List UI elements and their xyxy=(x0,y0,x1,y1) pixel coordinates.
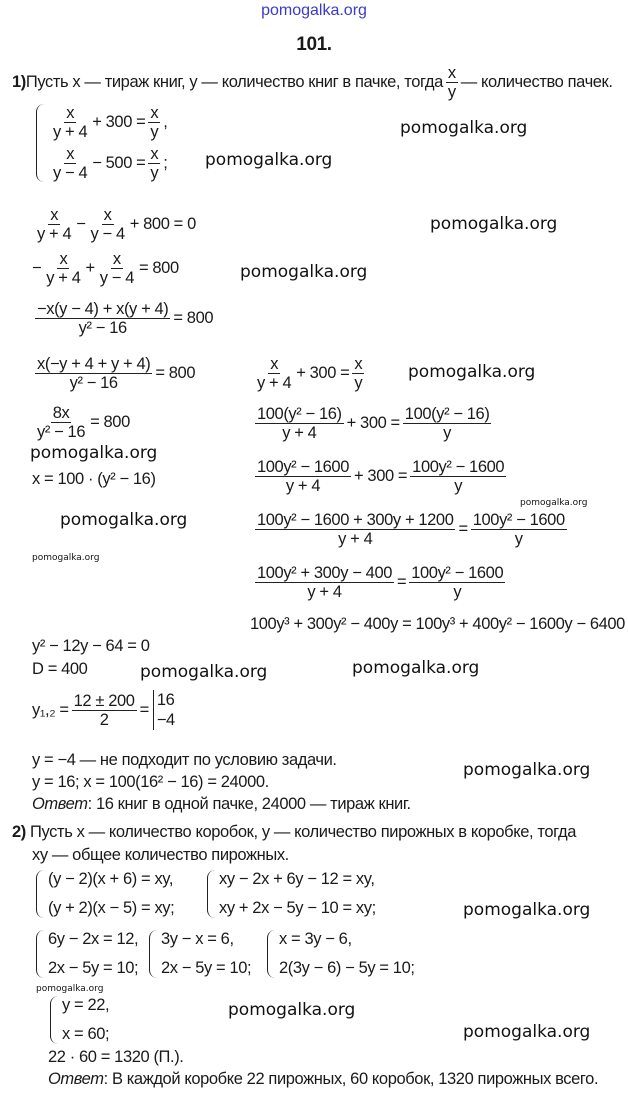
denominator: y xyxy=(443,424,452,442)
watermark: pomogalka.org xyxy=(352,658,480,678)
watermark: pomogalka.org xyxy=(408,362,536,382)
watermark: pomogalka.org xyxy=(32,553,100,563)
numerator: x xyxy=(50,206,59,224)
system-equation xyxy=(219,870,376,889)
equation xyxy=(252,511,570,548)
watermark: pomogalka.org xyxy=(205,150,333,170)
math-text: = 800 xyxy=(155,364,196,382)
denominator: y − 4 xyxy=(90,225,125,243)
denominator: y xyxy=(447,83,456,101)
math-text: x = 100 · (y² − 16) xyxy=(32,470,156,488)
math-text: (y − 2)(x + 6) = xy, xyxy=(48,870,174,888)
fraction xyxy=(403,405,492,442)
math-text: (y + 2)(x − 5) = xy; xyxy=(48,899,175,917)
denominator: 2 xyxy=(99,710,109,729)
equation xyxy=(32,300,213,337)
system-equation xyxy=(48,104,167,141)
denominator: y + 4 xyxy=(37,225,72,243)
numerator: 100y² − 1600 xyxy=(257,458,349,476)
denominator: y + 4 xyxy=(46,269,81,287)
fraction xyxy=(255,564,394,601)
math-text: , xyxy=(163,113,168,131)
fraction xyxy=(51,145,89,182)
watermark: pomogalka.org xyxy=(463,760,591,780)
denominator: y² − 16 xyxy=(78,319,127,337)
denominator: y + 4 xyxy=(257,374,292,392)
watermark: pomogalka.org xyxy=(240,262,368,282)
system xyxy=(36,930,138,978)
fraction xyxy=(255,405,344,442)
math-text: x = 60; xyxy=(62,1025,110,1043)
math-text: ; xyxy=(163,154,168,172)
system xyxy=(149,930,251,978)
math-text: 6y − 2x = 12, xyxy=(48,930,139,948)
fraction xyxy=(35,300,170,337)
system-equation xyxy=(48,899,174,918)
math-text: 3y − x = 6, xyxy=(161,930,234,948)
discriminant: D = 400 xyxy=(32,660,88,678)
system xyxy=(36,870,174,918)
root-values xyxy=(153,690,175,730)
math-text: = 800 xyxy=(173,309,214,327)
roots-equation xyxy=(32,690,175,730)
numerator: x xyxy=(150,104,159,122)
fraction xyxy=(255,458,351,495)
fraction xyxy=(72,692,137,729)
math-text: + xyxy=(85,259,95,277)
denominator: y − 4 xyxy=(99,269,134,287)
system xyxy=(207,870,376,918)
numerator: 100y² − 1600 xyxy=(412,458,505,476)
math-text: = xyxy=(397,573,407,591)
math-text: − 500 = xyxy=(92,154,146,172)
numerator: x xyxy=(150,145,159,163)
numerator: −x(y − 4) + x(y + 4) xyxy=(37,300,169,318)
math-text: − xyxy=(76,215,86,233)
quadratic-equation: y² − 12y − 64 = 0 xyxy=(32,637,150,655)
watermark: pomogalka.org xyxy=(520,498,588,508)
math-text: y = 22, xyxy=(62,996,110,1014)
part2-intro-line2: xy — общее количество пирожных. xyxy=(32,846,289,864)
brace-icon xyxy=(36,104,45,182)
math-text: y₁,₂ = xyxy=(32,700,69,719)
denominator: y² − 16 xyxy=(37,423,86,441)
math-text: 2x − 5y = 10; xyxy=(48,959,139,977)
watermark: pomogalka.org xyxy=(430,214,558,234)
equation xyxy=(252,405,494,442)
system xyxy=(50,996,109,1044)
system-equation xyxy=(161,959,251,978)
fraction xyxy=(35,355,152,392)
numerator: 12 ± 200 xyxy=(73,691,135,710)
product-text: 22 · 60 = 1320 (П.). xyxy=(48,1048,184,1066)
system-equation xyxy=(279,930,415,949)
math-text: — количество пачек. xyxy=(460,73,613,91)
denominator: y² − 16 xyxy=(69,374,118,392)
math-text: x = 3y − 6, xyxy=(279,930,352,948)
brace-icon xyxy=(36,870,45,918)
fraction xyxy=(35,206,73,243)
brace-icon xyxy=(149,930,158,978)
numerator: x xyxy=(447,64,456,82)
brace-icon xyxy=(267,930,276,978)
system-equation xyxy=(279,959,415,978)
denominator: y xyxy=(454,477,463,495)
numerator: x xyxy=(270,355,279,373)
denominator: y xyxy=(514,530,523,548)
watermark: pomogalka.org xyxy=(228,1000,356,1020)
reject-text: y = −4 — не подходит по условию задачи. xyxy=(32,751,337,769)
fraction xyxy=(98,250,136,287)
equation xyxy=(250,615,625,634)
equation xyxy=(32,404,130,441)
fraction xyxy=(88,206,126,243)
watermark: pomogalka.org xyxy=(36,984,104,994)
math-text: 2(3y − 6) − 5y = 10; xyxy=(279,959,415,977)
system-equation xyxy=(219,899,376,918)
root-value: −4 xyxy=(156,711,175,729)
answer-text: : 16 книг в одной пачке, 24000 — тираж книг. xyxy=(87,795,411,813)
fraction xyxy=(51,104,89,141)
math-text: + 300 = xyxy=(296,364,350,382)
part2-intro xyxy=(12,823,576,842)
math-text: = 800 xyxy=(138,259,179,277)
system-equation xyxy=(48,145,167,182)
fraction xyxy=(148,104,160,141)
denominator: y + 4 xyxy=(282,424,317,442)
numerator: x(−y + 4 + y + 4) xyxy=(37,355,151,373)
answer-1 xyxy=(32,795,411,814)
fraction xyxy=(255,355,293,392)
part1-system xyxy=(36,104,167,182)
denominator: y + 4 xyxy=(53,123,88,141)
solution-text: y = 16; x = 100(16² − 16) = 24000. xyxy=(32,773,269,791)
site-header-link[interactable]: pomogalka.org xyxy=(261,2,367,19)
numerator: x xyxy=(103,206,112,224)
brace-icon xyxy=(36,930,45,978)
fraction xyxy=(446,64,458,101)
watermark: pomogalka.org xyxy=(463,900,591,920)
numerator: 8x xyxy=(52,404,70,422)
watermark: pomogalka.org xyxy=(463,1022,591,1042)
watermark: pomogalka.org xyxy=(60,510,188,530)
fraction xyxy=(471,511,567,548)
watermark: pomogalka.org xyxy=(30,443,158,463)
answer-label: Ответ xyxy=(48,1070,104,1088)
math-text: − xyxy=(32,259,42,277)
numerator: 100y² − 1600 xyxy=(472,511,565,529)
fraction xyxy=(410,458,506,495)
equation xyxy=(252,564,508,601)
math-text: xy + 2x − 5y − 10 = xy; xyxy=(219,899,376,917)
math-text: 2x − 5y = 10; xyxy=(161,959,252,977)
fraction xyxy=(35,404,87,441)
numerator: 100y² + 300y − 400 xyxy=(257,564,392,582)
system-equation xyxy=(48,870,174,889)
numerator: 100y² − 1600 + 300y + 1200 xyxy=(257,511,454,529)
math-text: 100y³ + 300y² − 400y = 100y³ + 400y² − 1600y − 6400 xyxy=(250,615,625,633)
numerator: x xyxy=(112,250,121,268)
denominator: y + 4 xyxy=(285,477,321,495)
numerator: x xyxy=(354,355,363,373)
system-equation xyxy=(48,930,138,949)
part2-intro-text: Пусть x — количество коробок, y — количество пирожных в коробке, тогда xyxy=(25,823,576,841)
problem-number: 101. xyxy=(296,34,332,55)
numerator: x xyxy=(59,250,68,268)
part2-label: 2) xyxy=(12,823,26,841)
equation xyxy=(252,355,367,392)
math-text: xy − 2x + 6y − 12 = xy, xyxy=(219,870,375,888)
root-value: 16 xyxy=(156,691,175,709)
math-text: + 800 = 0 xyxy=(129,215,196,233)
system-equation xyxy=(62,996,109,1015)
numerator: x xyxy=(66,104,75,122)
math-text: + 300 = xyxy=(354,467,408,485)
watermark: pomogalka.org xyxy=(400,118,528,138)
fraction xyxy=(255,511,455,548)
equation xyxy=(32,250,179,287)
fraction xyxy=(44,250,82,287)
equation xyxy=(32,470,156,489)
denominator: y − 4 xyxy=(53,164,88,182)
fraction xyxy=(148,145,160,182)
math-text: + 300 = xyxy=(92,113,146,131)
math-text: = xyxy=(139,700,149,719)
brace-icon xyxy=(50,996,59,1044)
math-text: = 800 xyxy=(90,413,130,431)
math-text: + 300 = xyxy=(346,414,400,432)
numerator: 100y² − 1600 xyxy=(411,564,504,582)
system-equation xyxy=(62,1025,109,1044)
denominator: y xyxy=(354,374,363,392)
equation xyxy=(32,355,195,392)
numerator: 100(y² − 16) xyxy=(257,405,342,423)
watermark: pomogalka.org xyxy=(140,662,268,682)
denominator: y + 4 xyxy=(338,530,373,548)
numerator: 100(y² − 16) xyxy=(404,405,490,423)
system xyxy=(267,930,415,978)
answer-label: Ответ xyxy=(32,795,88,813)
denominator: y + 4 xyxy=(307,583,342,601)
equation xyxy=(252,458,509,495)
system-equation xyxy=(48,959,138,978)
fraction xyxy=(409,564,505,601)
part1-label: 1) xyxy=(12,73,26,91)
system-equation xyxy=(161,930,251,949)
math-text: = xyxy=(458,520,468,538)
part1-intro-text xyxy=(26,64,613,101)
fraction xyxy=(352,355,364,392)
answer-2 xyxy=(48,1070,598,1089)
numerator: x xyxy=(66,145,75,163)
denominator: y xyxy=(150,123,159,141)
part1-intro xyxy=(12,64,613,101)
math-text: Пусть x — тираж книг, y — количество книг в пачке, тогда xyxy=(25,73,443,91)
denominator: y xyxy=(453,583,462,601)
denominator: y xyxy=(150,164,159,182)
answer-text: : В каждой коробке 22 пирожных, 60 коробок, 1320 пирожных всего. xyxy=(103,1070,599,1088)
brace-icon xyxy=(207,870,216,918)
equation xyxy=(32,206,196,243)
